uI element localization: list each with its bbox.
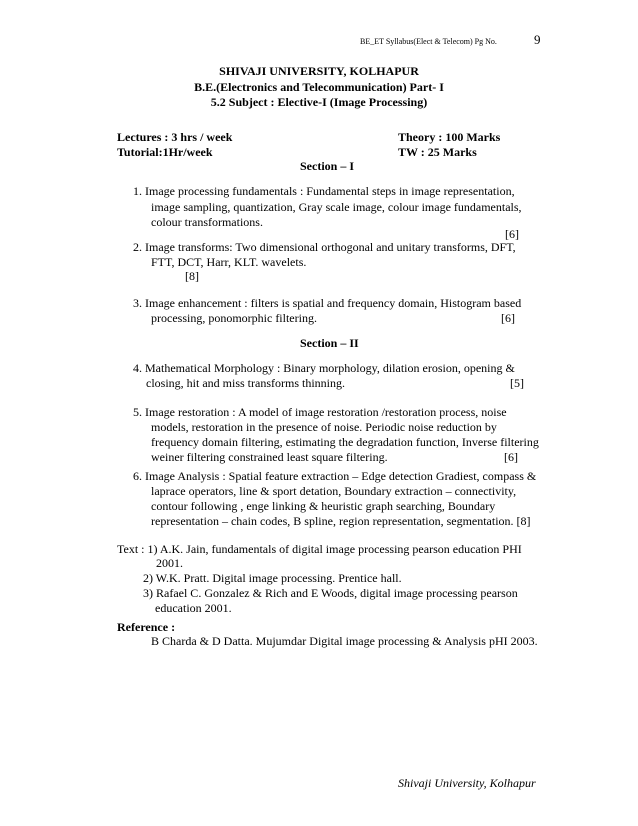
item-5-line-1: 5. Image restoration : A model of image restoration /restoration process, noise <box>133 405 507 419</box>
text-ref-2: 2) W.K. Pratt. Digital image processing. Prentice hall. <box>143 571 402 585</box>
item-3-line-2: processing, ponomorphic filtering. <box>151 311 317 325</box>
lectures-info: Lectures : 3 hrs / week <box>117 130 233 144</box>
program-title: B.E.(Electronics and Telecommunication) Part- I <box>194 80 444 94</box>
item-2-line-2: FTT, DCT, Harr, KLT. wavelets. <box>151 255 307 269</box>
item-4-line-2: closing, hit and miss transforms thinning. <box>146 376 345 390</box>
item-5-line-2: models, restoration in the presence of noise. Periodic noise reduction by <box>151 420 497 434</box>
section-1-heading: Section – I <box>300 159 354 173</box>
item-1-line-2: image sampling, quantization, Gray scale image, colour image fundamentals, <box>151 200 522 214</box>
text-ref-1-line-1: Text : 1) A.K. Jain, fundamentals of digital image processing pearson education PHI <box>117 542 522 556</box>
item-1-marks: [6] <box>505 227 519 241</box>
item-4-line-1: 4. Mathematical Morphology : Binary morphology, dilation erosion, opening & <box>133 361 515 375</box>
item-5-marks: [6] <box>504 450 518 464</box>
reference-line-1: B Charda & D Datta. Mujumdar Digital image processing & Analysis pHI 2003. <box>151 634 538 648</box>
page-number: 9 <box>534 32 541 47</box>
text-ref-1-line-2: 2001. <box>156 556 183 570</box>
item-2-line-1: 2. Image transforms: Two dimensional orthogonal and unitary transforms, DFT, <box>133 240 516 254</box>
item-6-line-1: 6. Image Analysis : Spatial feature extraction – Edge detection Gradiest, compass & <box>133 469 537 483</box>
page-footer: Shivaji University, Kolhapur <box>398 776 536 790</box>
tw-marks: TW : 25 Marks <box>398 145 477 159</box>
item-4-marks: [5] <box>510 376 524 390</box>
item-5-line-4: weiner filtering constrained least square filtering. <box>151 450 388 464</box>
item-3-line-1: 3. Image enhancement : filters is spatial and frequency domain, Histogram based <box>133 296 522 310</box>
item-1-line-3: colour transformations. <box>151 215 263 229</box>
reference-heading: Reference : <box>117 620 176 634</box>
item-6-line-4: representation – chain codes, B spline, region representation, segmentation. [8] <box>151 514 531 528</box>
item-5-line-3: frequency domain filtering, estimating the degradation function, Inverse filtering <box>151 435 539 449</box>
subject-title: 5.2 Subject : Elective-I (Image Processing) <box>210 95 428 109</box>
university-title: SHIVAJI UNIVERSITY, KOLHAPUR <box>219 64 419 78</box>
item-1-line-1: 1. Image processing fundamentals : Fundamental steps in image representation, <box>133 184 515 198</box>
section-2-heading: Section – II <box>300 336 359 350</box>
item-6-line-3: contour following , enge linking & heuristic graph searching, Boundary <box>151 499 496 513</box>
text-ref-3-line-2: education 2001. <box>155 601 232 615</box>
item-3-marks: [6] <box>501 311 515 325</box>
tutorial-info: Tutorial:1Hr/week <box>117 145 213 159</box>
item-2-marks: [8] <box>185 269 199 283</box>
item-6-line-2: laprace operators, line & sport detation, Boundary extraction – connectivity, <box>151 484 517 498</box>
theory-marks: Theory : 100 Marks <box>398 130 501 144</box>
running-header: BE_ET Syllabus(Elect & Telecom) Pg No. <box>360 37 497 46</box>
text-ref-3-line-1: 3) Rafael C. Gonzalez & Rich and E Woods, digital image processing pearson <box>143 586 518 600</box>
